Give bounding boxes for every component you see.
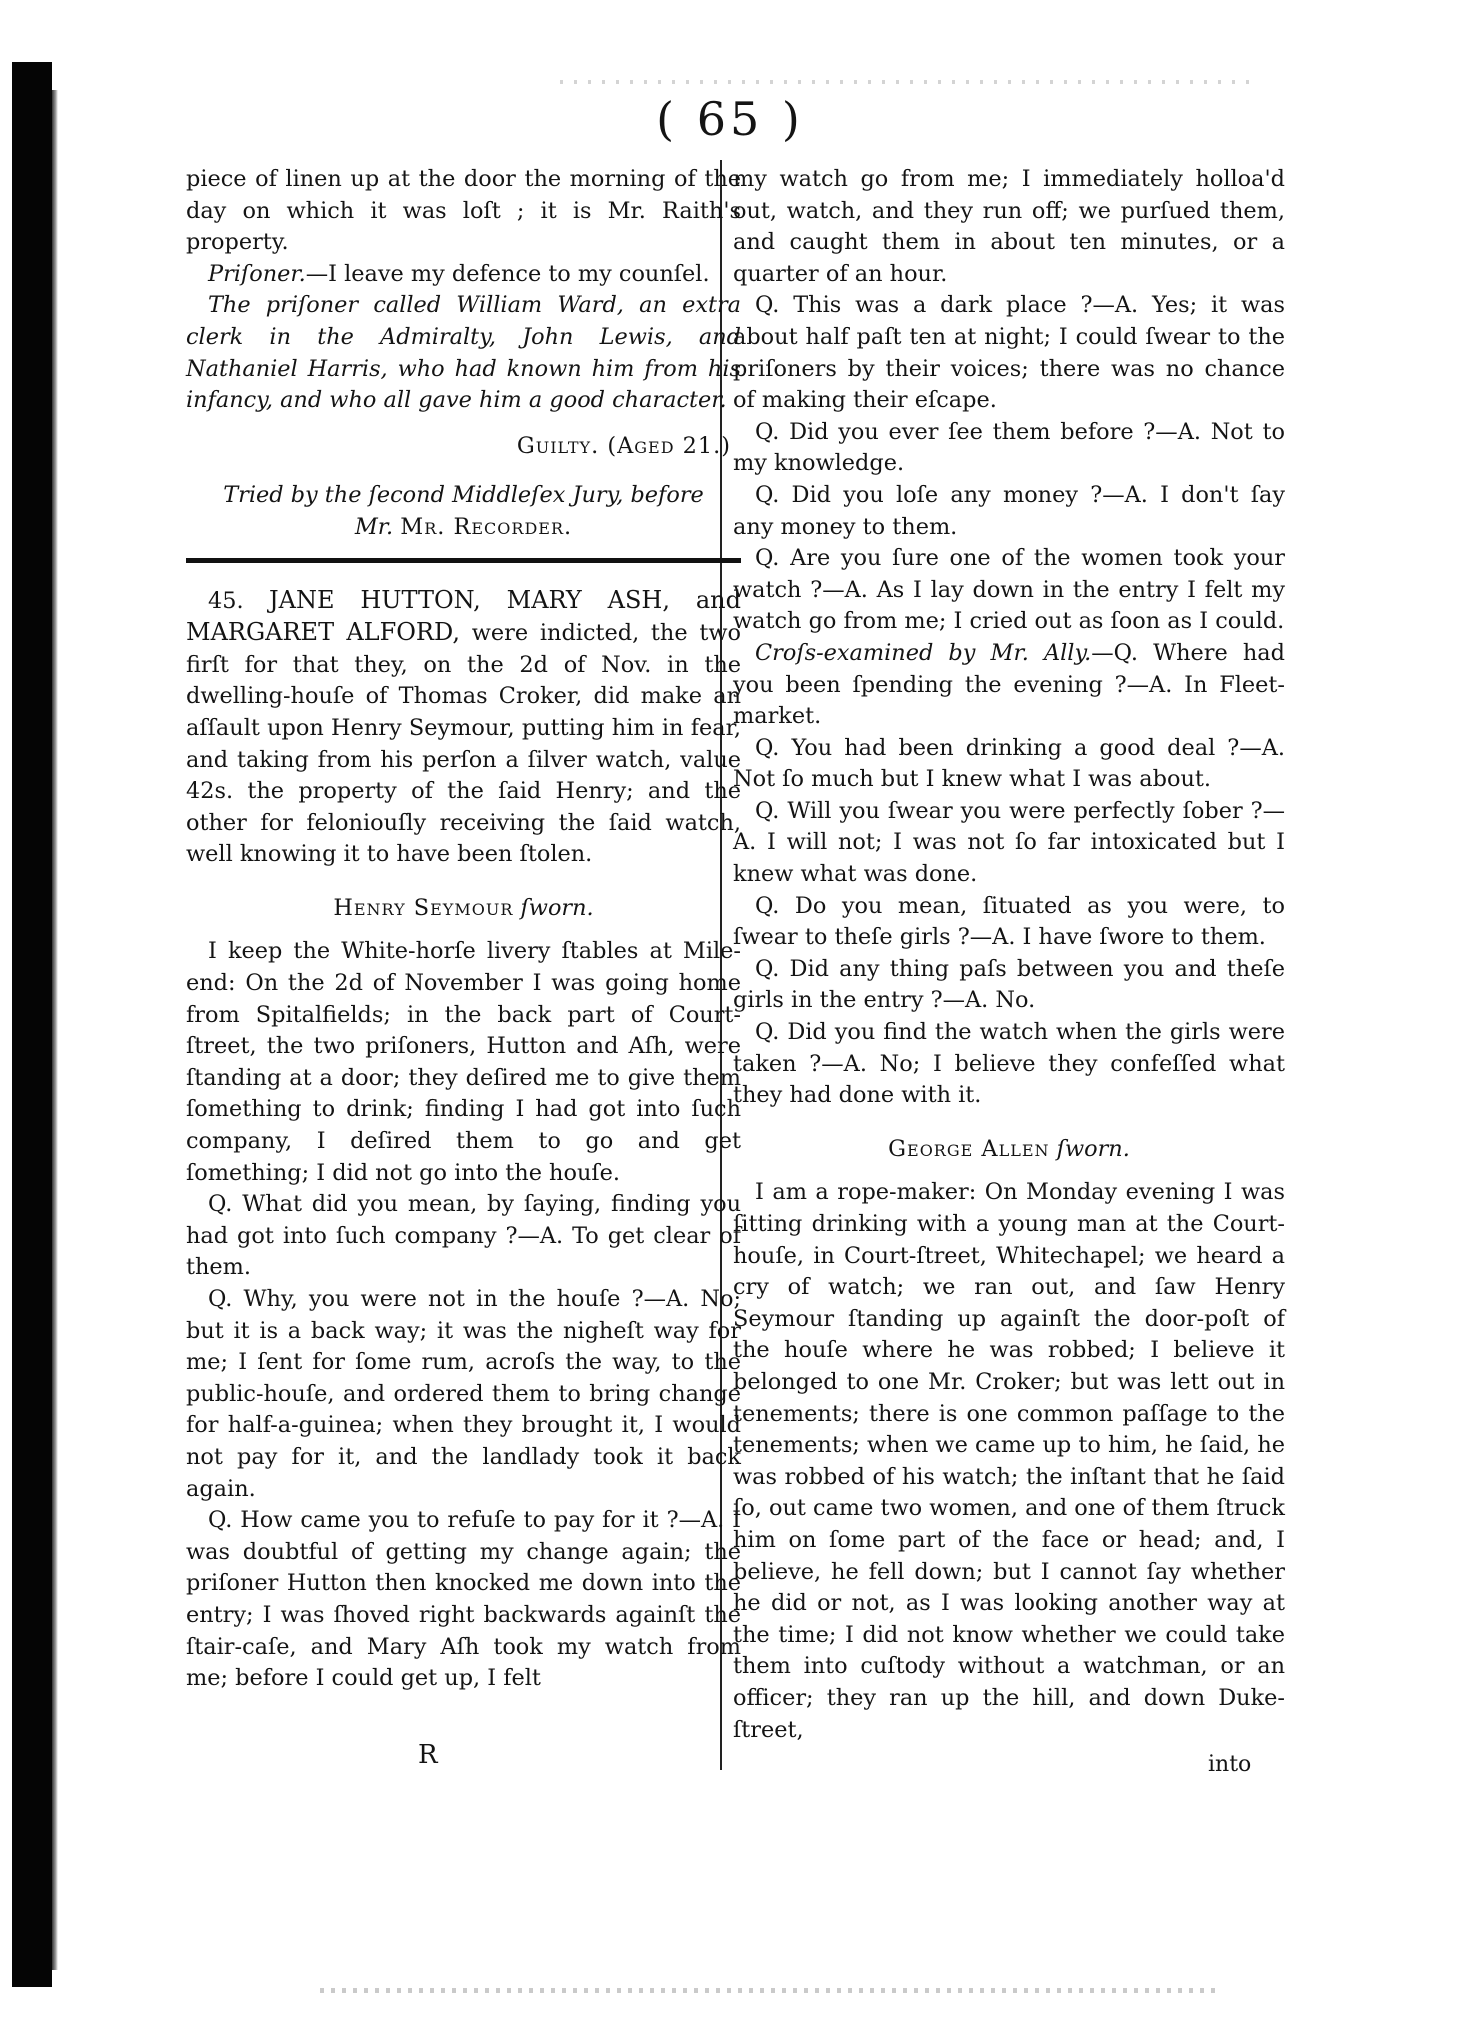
testimony-paragraph: Q. You had been drinking a good deal ?—A. Not ſo much but I knew what I was about. <box>733 734 1285 793</box>
testimony-paragraph: I am a rope-maker: On Monday evening I was ſitting drinking with a young man at the Court-houſe, in Court-ſtreet, Whitechapel; we heard a cry of watch; we ran out, and ſaw Henry Seymour ſtanding up againſt the door-poſt of the houſe where he was robbed; I believe it belonged to one Mr. Croker; but was lett out in tenements; there is one common paſſage to the tenements; when we came up to him, he ſaid, he was robbed of his watch; the inſtant that he ſaid ſo, out came two women, and one of them ſtruck him on ſome part of the face or head; and, I believe, he fell down; but I cannot ſay whether he did or not, as I was looking another way at the time; I did not know whether we could take them into cuſtody without a watchman, or an officer; they ran up the hill, and down Duke-ſtreet, <box>733 1179 1285 1743</box>
testimony-paragraph: Q. Did you ever ſee them before ?—A. Not to my knowledge. <box>733 418 1285 477</box>
catchword: into <box>1208 1752 1252 1777</box>
judge-note: Mr. Mr. Recorder. <box>354 513 573 540</box>
paragraph: piece of linen up at the door the morning of the day on which it was loſt ; it is Mr. Raith's property. <box>186 166 741 256</box>
left-column <box>186 164 741 1695</box>
testimony-paragraph: Q. How came you to refuſe to pay for it ?—A. I was doubtful of getting my change again; the priſoner Hutton then knocked me down into the entry; I was ſhoved right backwards againſt the ſtair-caſe, and Mary Aſh took my watch from me; before I could get up, I felt <box>186 1507 741 1692</box>
page-number: ( 65 ) <box>656 92 804 146</box>
testimony-paragraph: Q. Why, you were not in the houſe ?—A. No; but it is a back way; it was the nigheſt way for me; I ſent for ſome rum, acroſs the way, to the public-houſe, and ordered them to bring change for half-a-guinea; when they brought it, I would not pay for it, and the landlady took it back again. <box>186 1286 741 1502</box>
speaker-label: Priſoner. <box>208 260 306 287</box>
testimony-paragraph: Q. Did any thing paſs between you and theſe girls in the entry ?—A. No. <box>733 955 1285 1014</box>
testimony-paragraph: Q. Do you mean, ſituated as you were, to ſwear to theſe girls ?—A. I have ſwore to them. <box>733 892 1285 951</box>
testimony-paragraph: Q. Did you loſe any money ?—A. I don't ſay any money to them. <box>733 481 1285 540</box>
verdict: Guilty. (Aged 21.) <box>516 432 731 459</box>
paragraph: Priſoner.—I leave my defence to my counſel. <box>208 260 710 287</box>
binding-edge <box>52 90 58 1970</box>
cross-examination: Croſs-examined by Mr. Ally.—Q. Where had you been ſpending the evening ?—A. In Fleet-market. <box>733 639 1285 730</box>
character-witnesses-note: The priſoner called William Ward, an extra clerk in the Admiralty, John Lewis, and Nathaniel Harris, who had known him from his infancy, and who all gave him a good character. <box>186 292 741 414</box>
defendant-names: JANE HUTTON, MARY ASH, and MARGARET ALFORD, <box>186 585 741 647</box>
testimony-paragraph: Q. Are you ſure one of the women took your watch ?—A. As I lay down in the entry I felt my watch go from me; I cried out as ſoon as I could. <box>733 545 1285 635</box>
right-column <box>733 164 1285 1746</box>
case-number: 45. <box>208 587 244 614</box>
case-indictment: were indicted, the two firſt for that they, on the 2d of Nov. in the dwelling-houſe of Thomas Croker, did make an aſſault upon Henry Seymour, putting him in fear, and taking from his perſon a ſilver watch, value 42s. the property of the ſaid Henry; and the other for feloniouſly receiving the ſaid watch, well knowing it to have been ſtolen. <box>186 620 741 868</box>
testimony-paragraph: Q. Will you ſwear you were perfectly ſober ?—A. I will not; I was not ſo far intoxicated but I knew what was done. <box>733 797 1285 888</box>
testimony-paragraph: Q. Did you find the watch when the girls were taken ?—A. No; I believe they confeſſed what they had done with it. <box>733 1019 1285 1109</box>
testimony-paragraph: my watch go from me; I immediately holloa'd out, watch, and they run off; we purſued them, and caught them in about ten minutes, or a quarter of an hour. <box>733 166 1285 287</box>
witness-heading: George Allen ſworn. <box>888 1135 1130 1162</box>
scan-speckle-bottom <box>320 1988 1220 1993</box>
signature-mark: R <box>418 1740 438 1770</box>
testimony-paragraph: Q. What did you mean, by ſaying, finding you had got into ſuch company ?—A. To get clear of them. <box>186 1191 741 1281</box>
scan-speckle-top <box>560 80 1260 84</box>
testimony-paragraph: I keep the White-horſe livery ſtables at Mile-end: On the 2d of November I was going home from Spitalfields; in the back part of Court-ſtreet, the two priſoners, Hutton and Aſh, were ſtanding at a door; they deſired me to give them ſomething to drink; finding I had got into ſuch company, I deſired them to go and get ſomething; I did not go into the houſe. <box>186 938 741 1186</box>
testimony-paragraph: Q. This was a dark place ?—A. Yes; it was about half paſt ten at night; I could ſwear to the priſoners by their voices; there was no chance of making their eſcape. <box>733 292 1285 414</box>
section-rule <box>186 558 741 563</box>
case-paragraph <box>186 585 741 871</box>
witness-heading: Henry Seymour ſworn. <box>333 894 594 921</box>
binding-shadow <box>12 62 52 1987</box>
jury-note: Tried by the ſecond Middleſex Jury, before <box>223 482 704 509</box>
